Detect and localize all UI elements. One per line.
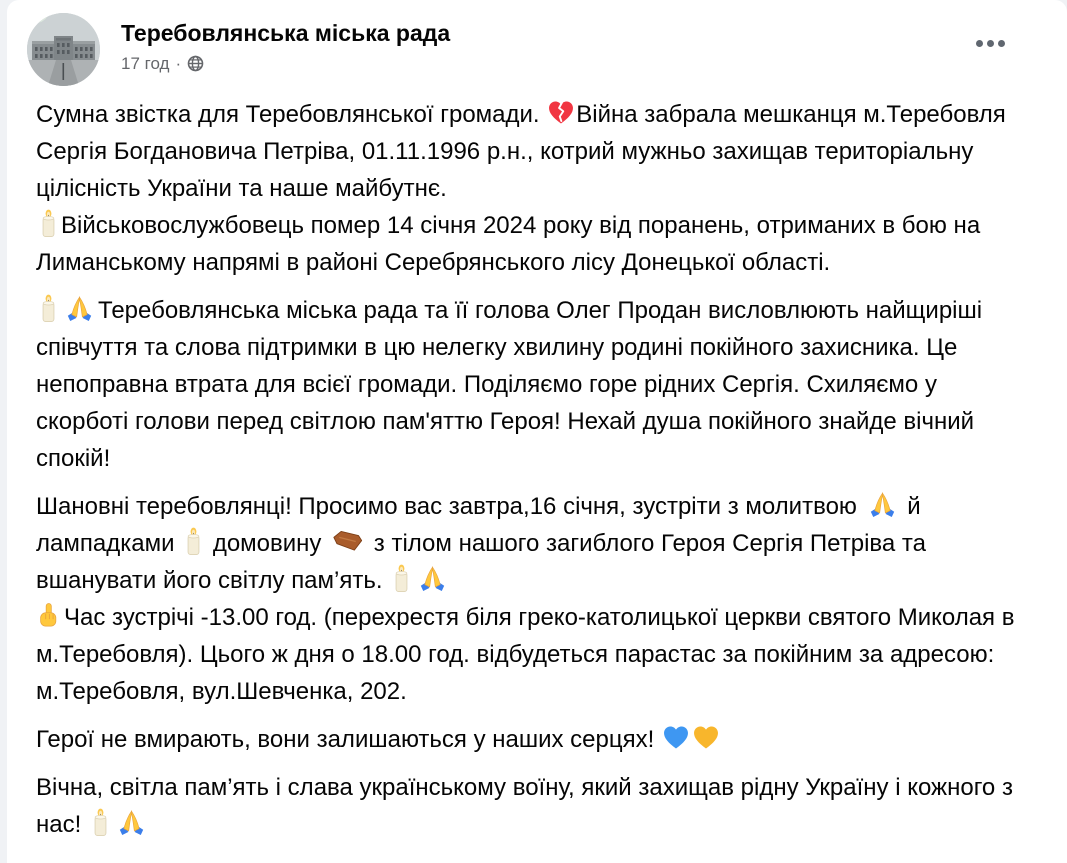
folded-hands-icon: [117, 809, 146, 836]
candle-icon: [185, 526, 202, 556]
timestamp[interactable]: 17 год: [121, 54, 170, 73]
folded-hands-icon: [65, 295, 94, 322]
facebook-post-card: [7, 0, 1067, 863]
folded-hands-icon: [418, 565, 447, 592]
candle-icon: [92, 807, 109, 837]
broken-heart-icon: [547, 99, 575, 126]
yellow-heart-icon: [692, 724, 720, 751]
globe-icon: [187, 55, 204, 72]
folded-hands-icon: [868, 491, 897, 518]
candle-icon: [40, 293, 57, 323]
ellipsis-icon: [976, 40, 983, 47]
blue-heart-icon: [662, 724, 690, 751]
post-paragraph: Шановні теребовлянці! Просимо вас завтра,16 січня, зустріти з молитвою й лампадками домовину з тілом нашого загиблого Героя Сергія Петріва та вшанувати його світлу пам’ять. Час зустрічі -13.00 год. (перехрестя біля греко-католицької церкви святого Миколая в м.Теребовля). Цього ж дня о 18.00 год. відбудеться парастас за покійним за адресою: м.Теребовля, вул.Шевченка, 202.: [36, 493, 1022, 705]
page-name[interactable]: Теребовлянська міська рада: [121, 20, 451, 46]
more-options-button[interactable]: [968, 32, 1013, 55]
page-avatar[interactable]: [27, 13, 100, 86]
post-paragraph: Вічна, світла пам’ять і слава українському воїну, який захищав рідну Україну і кожного з нас!: [36, 774, 1020, 838]
index-up-icon: [36, 602, 60, 630]
post-paragraph: Сумна звістка для Теребовлянської громади. Війна забрала мешканця м.Теребовля Сергія Богдановича Петріва, 01.11.1996 р.н., котрий мужньо захищав територіальну цілісність України та наше майбутнє. Військовослужбовець помер 14 січня 2024 року від поранень, отриманих в бою на Лиманському напрямі в районі Серебрянського лісу Донецької області.: [36, 101, 1013, 276]
candle-icon: [393, 563, 410, 593]
post-header: [7, 0, 1067, 86]
candle-icon: [40, 208, 57, 238]
coffin-icon: [332, 529, 363, 553]
post-meta: [121, 53, 450, 74]
post-text: [7, 86, 1067, 863]
meta-separator: ·: [175, 54, 182, 73]
header-text: [121, 13, 450, 74]
post-paragraph: Герої не вмирають, вони залишаються у наших серцях!: [36, 721, 1031, 758]
building-photo: [27, 13, 100, 86]
post-paragraph: Теребовлянська міська рада та її голова Олег Продан висловлюють найщиріші співчуття та слова підтримки в цю нелегку хвилину родині покійного захисника. Це непоправна втрата для всієї громади. Поділяємо горе рідних Сергія. Схиляємо у скорботі голови перед світлою пам'яттю Героя! Нехай душа покійного знайде вічний спокій!: [36, 292, 1031, 477]
